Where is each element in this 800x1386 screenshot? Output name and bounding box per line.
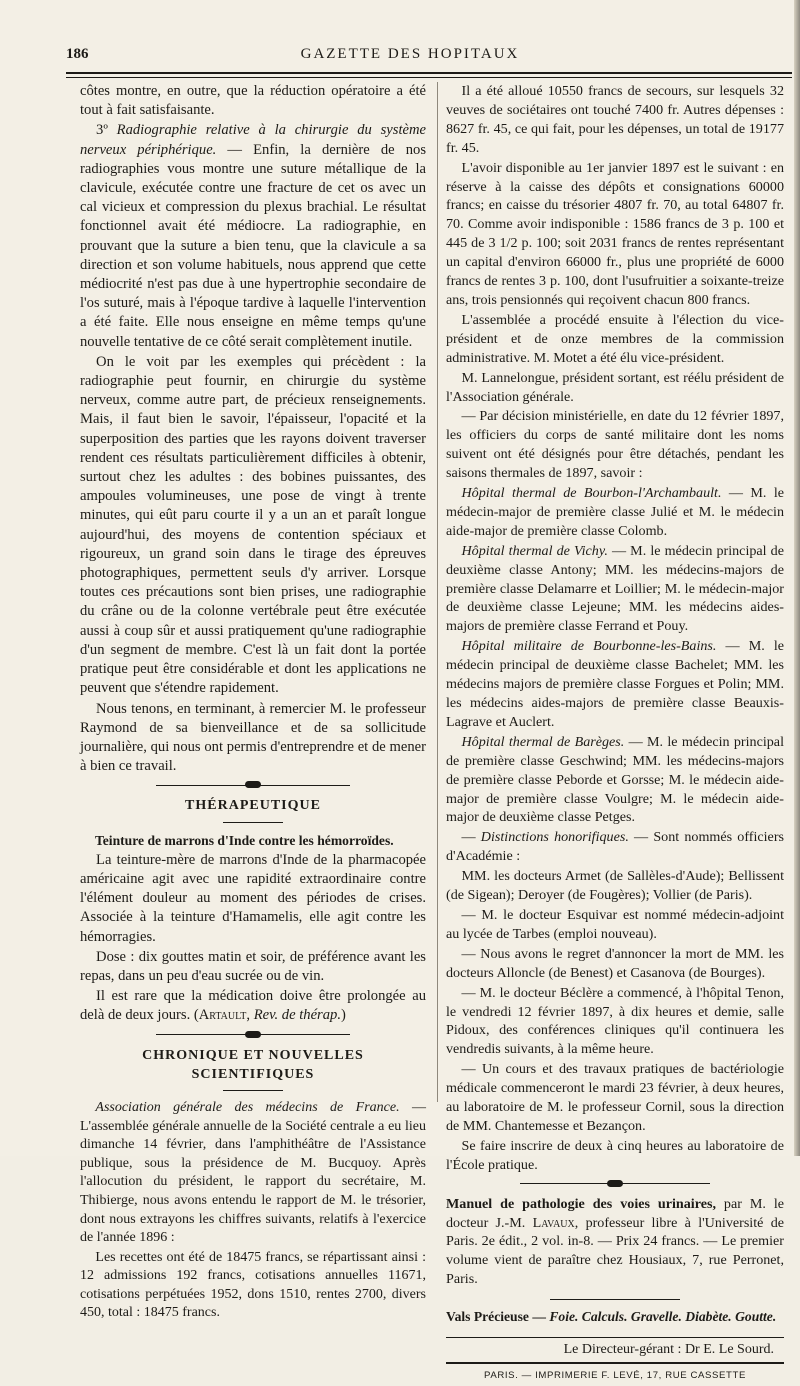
paragraph: — Un cours et des travaux pratiques de bactériologie médicale commenceront le mardi 23 février, à deux heures, au laboratoire de M. le professeur Cornil, sous la direction de MM. Chantemesse et Bezançon. [446,1061,784,1134]
short-rule [223,822,283,823]
separator: ) [340,1007,346,1024]
book-notice [446,1195,784,1290]
paragraph [446,484,784,541]
paragraph [446,542,784,637]
paragraph: — M. le docteur Esquivar est nommé médecin-adjoint au lycée de Tarbes (emploi nouveau). [446,906,784,942]
subsection-title: Hôpital thermal de Bourbon-l'Archambault. [461,485,722,502]
paragraph [446,828,784,866]
section-ornament [446,1180,784,1188]
paragraph-text: — Enfin, la dernière de nos radiographies vous montre une suture métallique de la clavicule, exécutée contre une fracture de cet os avec un cal vicieux et compression du plexus brachial. Le résultat fonctionnel avait été médiocre. La radiographie, en prouvant que la suture a bien tenu, que la clavicule a sa direction et son volume habituels, nous apprend que cette médiocrité n'est pas due à une hypertrophie secondaire de l'os suturé, mais à l'époque tardive à laquelle l'intervention a été faite. Elle nous enseigne en même temps qu'une nouvelle tentative de ce côté serait complètement inutile. [80,141,426,350]
paragraph: La teinture-mère de marrons d'Inde de la pharmacopée américaine agit avec une rapidité extraordinaire contre l'élément douleur au moment des périodes de crises. Associée à la teinture d'Hamamelis, elle agit contre les hémorragies. [80,851,426,945]
subsection-title: Hôpital militaire de Bourbonne-les-Bains. [461,638,717,655]
paragraph-text: — L'assemblée générale annuelle de la Société centrale a eu lieu dimanche 14 février, dans l'amphithéâtre de l'Assistance publique, sous la présidence de M. Bucquoy. Après l'allocution du président, le rapport du secrétaire, M. Thibierge, nous avons entendu le rapport de M. le trésorier, dont nous extrayons les chiffres suivants, relatifs à l'exercice de l'année 1896 : [80,1099,426,1246]
ad-text: Foie. Calculs. Gravelle. Diabète. Goutte. [549,1309,777,1325]
paragraph-text: — M. le médecin principal de deuxième classe Bachelet; MM. les médecins majors de première classe Forgues et Polin; MM. les médecins aides-majors de première classe Beauxis-Lagrave et Auclert. [446,638,784,730]
reference: Rev. de thérap. [253,1007,341,1024]
ad-label: Vals Précieuse [446,1309,529,1325]
paragraph-text: Il est rare que la médication doive être prolongée au delà de deux jours. ( [80,988,426,1024]
book-title: Manuel de pathologie des voies urinaires, [446,1195,716,1212]
short-rule [550,1299,680,1300]
short-rule [223,1090,283,1091]
subsection-title: Hôpital thermal de Vichy. [461,542,608,559]
subsection-title: Distinctions honorifiques. [480,829,629,846]
paragraph: On le voit par les exemples qui précèdent : la radiographie peut fournir, en chirurgie du système nerveux, comme autre part, de précieux renseignements. Mais, il faut bien le savoir, l'épaisseur, l'opacité et la superposition des parties que les rayons doivent traverser rendent ces résultats particulièrement difficiles à obtenir, surtout chez les adultes : des bobines puissantes, des ampoules volumineuses, une pose de vingt à trente minutes, qui eût paru courte il y a un an et paraît longue aujourd'hui, des moyens de contention spéciaux et rigoureux, un grand soin dans le tirage des épreuves photographiques, permettent seuls d'y arriver. Lorsque toutes ces précautions sont bien prises, une radiographie du crâne ou de la colonne vertébrale peut être exécutée aussi à coup sûr et aussi pratiquement qu'une radiographie d'un segment de membre. C'est là un fait dont la portée pratique peut être considérable et dont les applications ne peuvent que s'étendre rapidement. [80,353,426,697]
paragraph-text: — M. le médecin principal de deuxième classe Antony; MM. les médecins-majors de première classe Delamarre et Loillier; M. le médecin-major de deuxième classe Lejeune; MM. les médecins aides-majors de première classe Ferrand et Pouy. [446,542,784,635]
article-title: Teinture de marrons d'Inde contre les hémorroïdes. [94,832,394,848]
paragraph [80,121,426,351]
numbering: 3º [96,122,117,139]
page-header [40,40,780,66]
right-column [446,82,784,1386]
paragraph: L'assemblée a procédé ensuite à l'élection du vice-président et de onze membres de la commission administrative. M. Motet a été élu vice-président. [446,311,784,366]
subsection-title: Association générale des médecins de France. [95,1099,400,1115]
paragraph: côtes montre, en outre, que la réduction opératoire a été tout à fait satisfaisante. [80,83,426,119]
left-column [80,82,426,1324]
header-rule-thin [66,77,792,78]
footer-rule [446,1337,784,1338]
subsection-title: Radiographie relative à la chirurgie du système nerveux périphérique. [80,122,426,158]
page-number: 186 [66,46,89,62]
section-title-chronique: CHRONIQUE ET NOUVELLES SCIENTIFIQUES [142,1047,364,1082]
separator: — [528,1309,550,1325]
paragraph: MM. les docteurs Armet (de Sallèles-d'Aude); Bellissent (de Sigean); Deroyer (de Fougères); Vollier (de Paris). [446,868,784,904]
paragraph: — M. le docteur Béclère a commencé, à l'hôpital Tenon, le vendredi 12 février 1897, à dix heures et demie, salle Pidoux, des conférences cliniques qu'il continuera les vendredis suivants, à la même heure. [446,984,784,1058]
author-name: Lavaux [532,1214,575,1231]
subsection-title: Hôpital thermal de Barèges. [461,733,625,750]
paragraph: Les recettes ont été de 18475 francs, se répartissant ainsi : 12 admissions 192 francs, cotisations annuelles 11671, cotisations perpétuées 1952, dons 1510, rentes 2700, divers 450, total : 18475 francs. [80,1249,426,1321]
paragraph-text: par M. le docteur J.-M. [446,1195,784,1231]
director-signature: Le Directeur-gérant : Dr E. Le Sourd. [563,1342,774,1358]
column-divider [437,82,438,1102]
paragraph: M. Lannelongue, président sortant, est réélu président de l'Association générale. [446,369,784,405]
section-title-therapeutique: THÉRAPEUTIQUE [185,798,321,814]
header-rule [66,72,792,74]
paragraph [80,987,426,1025]
printer-imprint: PARIS. — IMPRIMERIE F. LEVÉ, 17, RUE CASSETTE [484,1370,746,1381]
paragraph: Il a été alloué 10550 francs de secours, sur lesquels 32 veuves de sociétaires ont touché 7400 fr. Autres dépenses : 8627 fr. 45, ce qui fait, pour les dépenses, un total de 19177 fr. 45. [446,83,784,156]
paragraph-text: , professeur libre à l'Université de Paris. 2e édit., 2 vol. in-8. — Prix 24 francs. — Le premier volume vient de paraître chez Housiaux, 7, rue Perronet, Paris. [446,1214,784,1288]
paragraph-text: — M. le médecin-major de première classe Julié et M. le médecin aide-major de première classe Colomb. [446,485,784,539]
journal-title: GAZETTE DES HOPITAUX [300,46,520,62]
section-ornament [80,1031,426,1039]
paragraph-text: — M. le médecin principal de première classe Geschwind; MM. les médecins-majors de première classe Peborde et Gorsse; M. le médecin aide-major de première classe Voulgre; M. le médecin aide-major de deuxième classe Petges. [446,733,784,826]
separator: , [246,1007,254,1024]
paragraph [80,1099,426,1248]
paragraph [446,733,784,828]
paragraph: Dose : dix gouttes matin et soir, de préférence avant les repas, dans un peu d'eau sucrée ou de vin. [80,948,426,984]
paragraph: — Nous avons le regret d'annoncer la mort de MM. les docteurs Alloncle (de Benest) et Casanova (de Bourges). [446,945,784,981]
paragraph: L'avoir disponible au 1er janvier 1897 est le suivant : en réserve à la caisse des dépôts et consignations 60000 francs; en caisse du trésorier 4807 fr. 70, au total 64807 fr. 70. Comme avoir indisponible : 1586 francs de 3 p. 100 et 445 de 3 1/2 p. 100; soit 2031 francs de rentes représentant un capital d'environ 66000 fr., plus une propriété de 6000 francs de rentes 3 p. 100, dont l'usufruitier a soixante-treize ans, trois pensionnés qui reçoivent chacun 800 francs. [446,159,784,308]
paragraph: Se faire inscrire de deux à cinq heures au laboratoire de l'École pratique. [446,1137,784,1173]
footer-rule-thick [446,1362,784,1364]
section-ornament [80,781,426,789]
dash: — [461,829,481,846]
paragraph: — Par décision ministérielle, en date du 12 février 1897, les officiers du corps de santé militaire dont les noms suivent ont été désignés pour être détachés, pendant les saisons thermales de 1897, savoir : [446,408,784,482]
paragraph-text: — Sont nommés officiers d'Académie : [446,829,784,865]
advertisement [446,1308,784,1327]
author-name: Artault [198,1007,247,1024]
paragraph [446,637,784,732]
paragraph: Nous tenons, en terminant, à remercier M. le professeur Raymond de sa bienveillance et de sa sollicitude journalière, qui nous ont permis d'entreprendre et de mener à bien ce travail. [80,700,426,775]
